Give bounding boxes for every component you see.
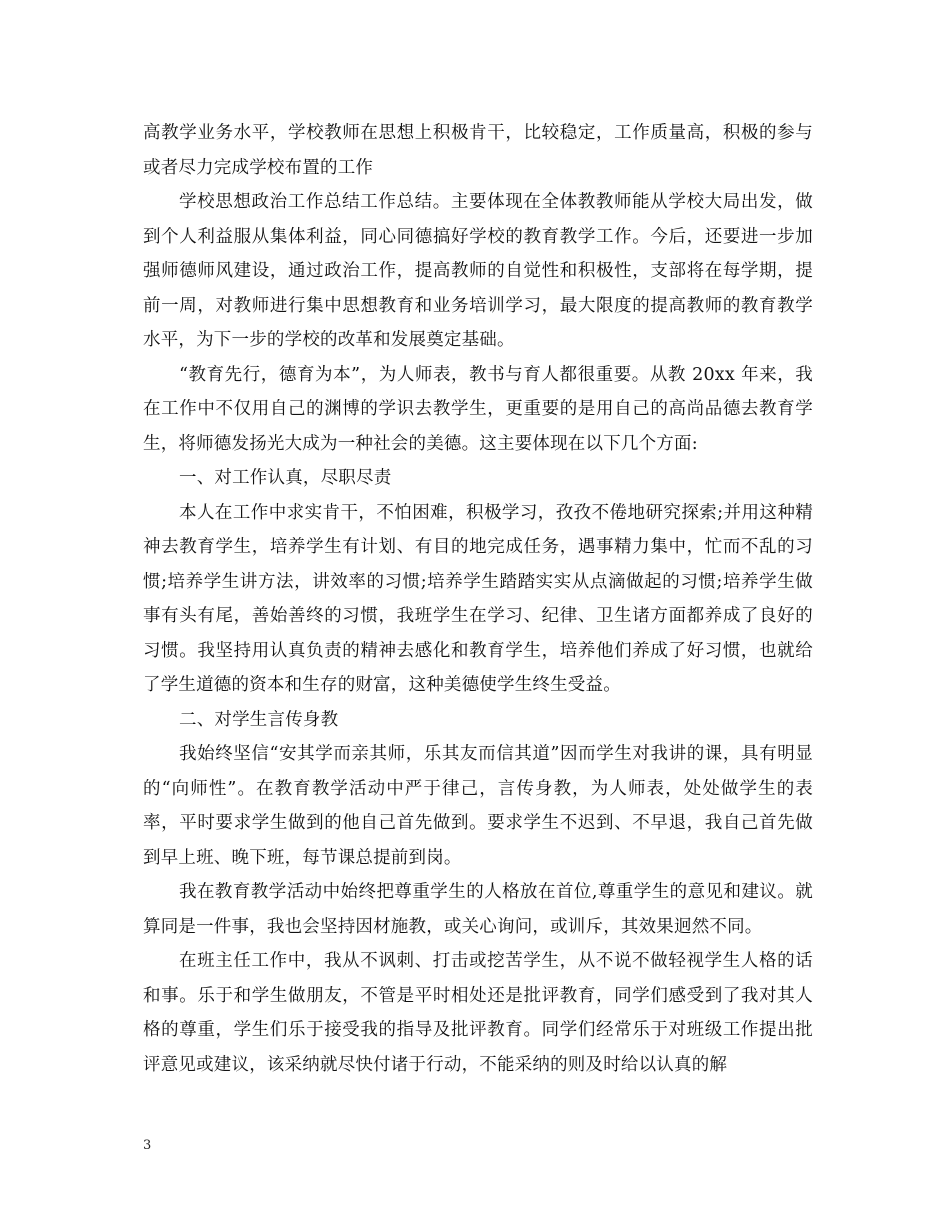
page-number: 3 <box>143 1138 152 1153</box>
paragraph-6: 我在教育教学活动中始终把尊重学生的人格放在首位,尊重学生的意见和建议。就算同是一件事，我也会坚持因材施教，或关心询问，或训斥，其效果迥然不同。 <box>143 882 813 937</box>
section-heading-2: 二、对学生言传身教 <box>179 709 339 730</box>
paragraph-4: 本人在工作中求实肯干，不怕困难，积极学习，孜孜不倦地研究探索;并用这种精神去教育学生，培养学生有计划、有目的地完成任务，遇事精力集中，忙而不乱的习惯;培养学生讲方法，讲效率的习惯;培养学生踏踏实实从点滴做起的习惯;培养学生做事有头有尾，善始善终的习惯，我班学生在学习、纪律、卫生诸方面都养成了良好的习惯。我坚持用认真负责的精神去感化和教育学生，培养他们养成了好习惯，也就给了学生道德的资本和生存的财富，这种美德使学生终生受益。 <box>143 502 813 695</box>
paragraph-2: 学校思想政治工作总结工作总结。主要体现在全体教教师能从学校大局出发，做到个人利益服从集体利益，同心同德搞好学校的教育教学工作。今后，还要进一步加强师德师风建设，通过政治工作，提高教师的自觉性和积极性，支部将在每学期，提前一周，对教师进行集中思想教育和业务培训学习，最大限度的提高教师的教育教学水平，为下一步的学校的改革和发展奠定基础。 <box>143 192 813 350</box>
paragraph-7: 在班主任工作中，我从不讽刺、打击或挖苦学生，从不说不做轻视学生人格的话和事。乐于和学生做朋友，不管是平时相处还是批评教育，同学们感受到了我对其人格的尊重，学生们乐于接受我的指导及批评教育。同学们经常乐于对班级工作提出批评意见或建议，该采纳就尽快付诸于行动，不能采纳的则及时给以认真的解 <box>143 951 813 1075</box>
paragraph-5: 我始终坚信“安其学而亲其师，乐其友而信其道”因而学生对我讲的课，具有明显的“向师性”。在教育教学活动中严于律己，言传身教，为人师表，处处做学生的表率，平时要求学生做到的他自己首先做到。要求学生不迟到、不早退，我自己首先做到早上班、晚下班，每节课总提前到岗。 <box>143 744 813 868</box>
document-body <box>143 116 813 1082</box>
paragraph-1: 高教学业务水平，学校教师在思想上积极肯干，比较稳定，工作质量高，积极的参与或者尽力完成学校布置的工作 <box>143 123 813 178</box>
paragraph-3: “教育先行，德育为本”，为人师表，教书与育人都很重要。从教 20xx 年来，我在工作中不仅用自己的渊博的学识去教学生，更重要的是用自己的高尚品德去教育学生，将师德发扬光大成为一种社会的美德。这主要体现在以下几个方面: <box>143 364 813 454</box>
section-heading-1: 一、对工作认真，尽职尽责 <box>179 468 392 488</box>
